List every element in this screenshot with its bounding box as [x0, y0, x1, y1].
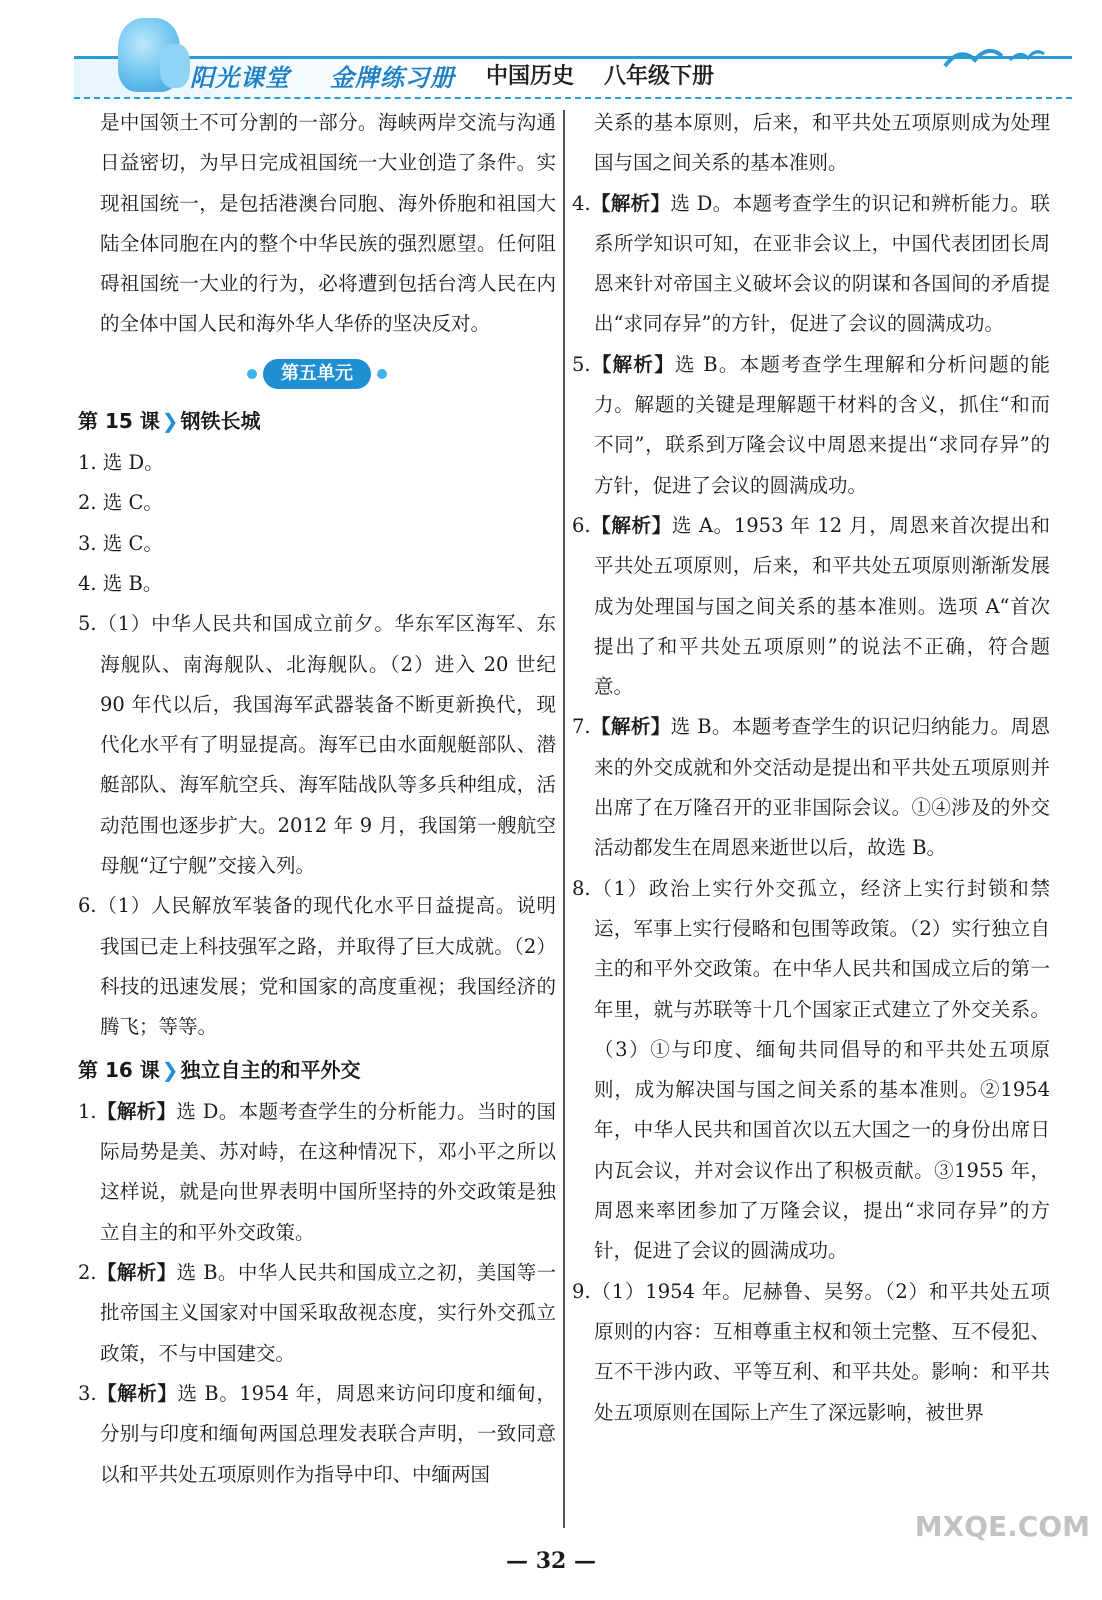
lesson-15-number: 第 15 课: [78, 408, 160, 433]
item-number: 2.: [78, 1261, 97, 1285]
lesson-16-number: 第 16 课: [78, 1057, 160, 1082]
answer-item: [572, 707, 1050, 868]
item-text: 选 B。中华人民共和国成立之初，美国等一批帝国主义国家对中国采取敌视态度，实行外交孤立政策，不与中国建交。: [100, 1261, 556, 1365]
item-number: 3.: [78, 1381, 97, 1405]
answer-item: [78, 1374, 556, 1495]
answer-item: [572, 1272, 1050, 1433]
item-number: 4.: [572, 191, 591, 215]
page-header: [0, 0, 1102, 100]
analysis-tag: 【解析】: [590, 352, 675, 376]
item-text: 选 A。1953 年 12 月，周恩来首次提出和平共处五项原则，后来，和平共处五项原则渐渐发展成为处理国与国之间关系的基本准则。选项 A“首次提出了和平共处五项原则”的说法不正确，符合题意。: [594, 513, 1050, 699]
item-text: 选 D。本题考查学生的分析能力。当时的国际局势是美、苏对峙，在这种情况下，邓小平之所以这样说，就是向世界表明中国所坚持的外交政策是独立自主的和平外交政策。: [100, 1099, 556, 1244]
right-column: [572, 103, 1050, 1433]
lesson-16-heading: [78, 1050, 556, 1090]
analysis-tag: 【解析】: [590, 191, 671, 215]
answer-item: 5.（1）中华人民共和国成立前夕。华东军区海军、东海舰队、南海舰队、北海舰队。（2）进入 20 世纪 90 年代以后，我国海军武器装备不断更新换代，现代化水平有了明显提高。海军已由水面舰艇部队、潜艇部队、海军航空兵、海军陆战队等多兵种组成，活动范围也逐步扩大。2012 年 9 月，我国第一艘航空母舰“辽宁舰”交接入列。: [78, 612, 556, 878]
intro-paragraph: 是中国领土不可分割的一部分。海峡两岸交流与沟通日益密切，为早日完成祖国统一大业创造了条件。实现祖国统一，是包括港澳台同胞、海外侨胞和祖国大陆全体同胞在内的整个中华民族的强烈愿望。任何阻碍祖国统一大业的行为，必将遭到包括台湾人民在内的全体中国人民和海外华人华侨的坚决反对。: [100, 111, 556, 336]
logo-figure-icon: [160, 44, 190, 88]
analysis-tag: 【解析】: [590, 513, 672, 537]
lesson-15-heading: [78, 401, 556, 441]
item-number: 7.: [572, 715, 591, 739]
brand-series: 金牌练习册: [330, 64, 455, 92]
item-text: （1）1954 年。尼赫鲁、吴努。（2）和平共处五项原则的内容：互相尊重主权和领土完整、互不侵犯、互不干涉内政、平等互利、和平共处。影响：和平共处五项原则在国际上产生了深远影响，被世界: [590, 1279, 1050, 1424]
item-number: 6.: [572, 513, 591, 537]
watermark-logo: MXQE.COM: [914, 1510, 1090, 1543]
answer-item: 4. 选 B。: [78, 571, 163, 595]
item-number: 1.: [78, 1099, 97, 1123]
item-text: 选 D。本题考查学生的识记和辨析能力。联系所学知识可知，在亚非会议上，中国代表团团长周恩来针对帝国主义破坏会议的阴谋和各国间的矛盾提出“求同存异”的方针，促进了会议的圆满成功。: [594, 191, 1050, 336]
item-text: （1）政治上实行外交孤立，经济上实行封锁和禁运，军事上实行侵略和包围等政策。（2）实行独立自主的和平外交政策。在中华人民共和国成立后的第一年里，就与苏联等十几个国家正式建立了外交关系。（3）①与印度、缅甸共同倡导的和平共处五项原则，成为解决国与国之间关系的基本准则。②1954 年，中华人民共和国首次以五大国之一的身份出席日内瓦会议，并对会议作出了积极贡献。③1955 年，周恩来率团参加了万隆会议，提出“求同存异”的方针，促进了会议的圆满成功。: [590, 876, 1050, 1263]
page-number: — 32 —: [506, 1548, 596, 1574]
answer-item: [78, 1253, 556, 1374]
item-text: 选 B。本题考查学生理解和分析问题的能力。解题的关键是理解题干材料的含义，抓住“和而不同”，联系到万隆会议中周恩来提出“求同存异”的方针，促进了会议的圆满成功。: [594, 352, 1050, 497]
subject-title: 中国历史: [486, 64, 575, 89]
item-number: 9.: [572, 1279, 591, 1303]
unit-heading: [78, 345, 556, 399]
grade-title: 八年级下册: [604, 64, 715, 89]
continued-paragraph: 关系的基本原则，后来，和平共处五项原则成为处理国与国之间关系的基本准则。: [594, 111, 1050, 175]
answer-item: 1. 选 D。: [78, 451, 164, 475]
column-divider: [563, 110, 565, 1528]
brand-name: 阳光课堂: [190, 64, 290, 92]
lesson-15-title: 钢铁长城: [180, 408, 261, 433]
analysis-tag: 【解析】: [96, 1261, 177, 1285]
answer-item: 2. 选 C。: [78, 491, 163, 515]
answer-item: [572, 506, 1050, 707]
answer-item: 6.（1）人民解放军装备的现代化水平日益提高。说明我国已走上科技强军之路，并取得了巨大成就。（2）科技的迅速发展；党和国家的高度重视；我国经济的腾飞；等等。: [78, 894, 556, 1039]
chevron-right-icon: ❯: [161, 1057, 179, 1082]
answer-item: 3. 选 C。: [78, 531, 163, 555]
unit-label: 第五单元: [263, 359, 371, 389]
answer-item: [572, 184, 1050, 345]
item-text: 选 B。本题考查学生的识记归纳能力。周恩来的外交成就和外交活动是提出和平共处五项原则并出席了在万隆召开的亚非国际会议。①④涉及的外交活动都发生在周恩来逝世以后，故选 B。: [594, 715, 1050, 860]
analysis-tag: 【解析】: [96, 1099, 177, 1123]
chevron-right-icon: ❯: [161, 408, 179, 433]
lesson-16-title: 独立自主的和平外交: [180, 1057, 361, 1082]
analysis-tag: 【解析】: [590, 715, 671, 739]
analysis-tag: 【解析】: [96, 1381, 178, 1405]
seagull-icon: [940, 36, 1050, 76]
answer-item: [78, 1092, 556, 1253]
left-column: [78, 103, 556, 1495]
item-number: 5.: [572, 352, 591, 376]
item-text: 选 B。1954 年，周恩来访问印度和缅甸，分别与印度和缅甸两国总理发表联合声明，一致同意以和平共处五项原则作为指导中印、中缅两国: [100, 1381, 556, 1486]
answer-item: [572, 869, 1050, 1272]
item-number: 8.: [572, 876, 591, 900]
answer-item: [572, 345, 1050, 506]
